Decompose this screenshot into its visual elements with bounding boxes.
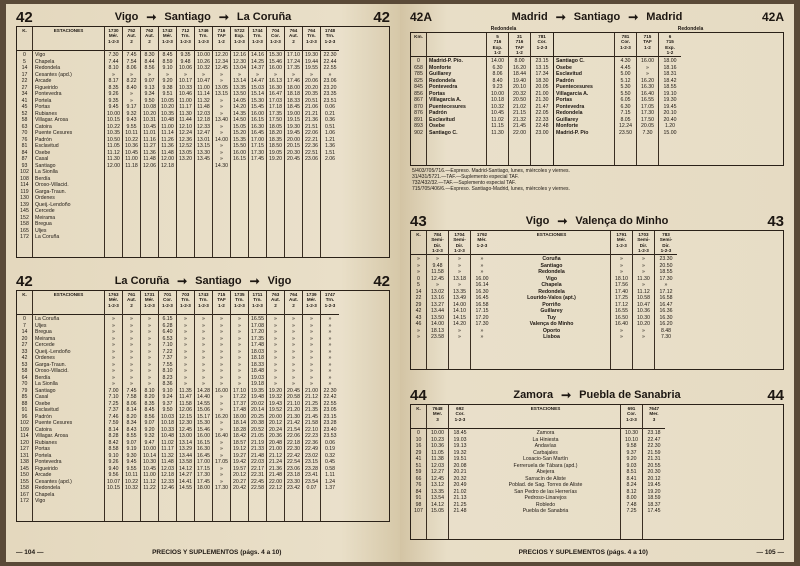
train-column [427, 405, 449, 539]
train-column [303, 291, 321, 521]
train-times: 7.45 7.54 8.06 » 8.22 8.40 » » 9.17 9.32 9.43 9.55 10.11 10.22 10.36 10.45 11.00 11.18 [125, 52, 138, 169]
trains-right [621, 405, 665, 539]
train-times: 17.10 17.24 17.35 » 17.46 18.00 18.18 18.33 18.45 19.00 19.15 19.30 19.45 20.00 20.15 20.30 20.45 [287, 52, 300, 162]
section-43-vigo-valenca [410, 212, 784, 370]
train-times: » » » » » » » » » » » 11.35 11.47 11.58 12.06 12.15 12.30 12.45 13.00 13.14 13.29 13.44 13.58 14.12 14.27 14.41 14.55 [179, 316, 192, 491]
train-times: 12.20 12.34 12.45 » » 13.05 13.15 » » » 13.40 » » 14.00 » » » 14.30 [215, 52, 228, 169]
km-column [411, 405, 427, 539]
section-42-vigo-coruna [16, 8, 390, 258]
train-times: 10.30 10.10 9.58 9.37 9.20 9.03 8.51 8.41 8.24 8.12 8.00 7.48 7.25 [625, 430, 638, 514]
train-column [267, 291, 285, 521]
section-number: 44 [767, 386, 784, 404]
stations-column [33, 291, 105, 521]
arrow-right-icon: ➞ [249, 274, 260, 288]
section-number: 42 [373, 272, 390, 290]
section-number: 42 [373, 8, 390, 26]
train-header: 764 Aut. 2 [285, 27, 302, 51]
km-column [411, 33, 427, 165]
train-times: 23.18 22.47 22.30 21.59 21.31 20.55 20.30 20.12 19.45 19.20 18.59 18.37 17.45 [647, 430, 661, 514]
train-column [531, 33, 553, 165]
page-number: — 105 — [756, 549, 784, 556]
section-number: 42 [16, 8, 33, 26]
section-number: 43 [410, 212, 427, 230]
train-times: » » » » » » » » » » » 7.45 7.58 8.06 8.14 8.20 8.34 8.43 8.55 9.07 9.19 9.30 9.45 9.55 10.11 10.22 10.32 [125, 316, 138, 491]
section-header [16, 272, 390, 290]
train-column [285, 291, 303, 521]
trains-left [487, 33, 553, 165]
stations-column-left [427, 33, 487, 165]
train-column [621, 405, 643, 539]
page-footer [410, 549, 784, 556]
route-from: Zamora [513, 389, 554, 401]
km-header: K. [17, 291, 32, 315]
km-values: 0 658 785 825 845 856 867 870 876 891 893 902 [414, 58, 423, 136]
train-column [449, 231, 471, 369]
station-names-left: Madrid-P. Pío. Monforte Guillarey Redondela Pontevedra Portas Villagarcía A. Puentecesures Padrón Esclavitud Osebe Santiago C. [429, 58, 466, 136]
train-header: 716 TAF 1-2 [213, 27, 230, 51]
section-number: 42A [410, 10, 433, 24]
train-times: 14.00 6.30 8.06 8.40 9.23 10.00 10.18 10.32 10.45 11.02 11.15 11.30 [491, 58, 504, 136]
train-header: 764 Trn. 1-2-3 [303, 27, 320, 51]
route-via: Santiago [195, 275, 242, 287]
timetable-42A [410, 32, 784, 166]
train-header: 752 Aut. 2 [123, 27, 140, 51]
stations-column [471, 405, 621, 539]
footnotes-42A [410, 166, 784, 194]
section-header [16, 8, 390, 26]
train-header: 1703 Semi- Dir. 1-2-3 [633, 231, 654, 255]
train-times: 10.00 10.23 10.36 11.05 11.38 12.03 12.27 12.45 13.12 13.35 13.54 14.12 15.05 [431, 430, 444, 514]
train-header: 1704 Semi- Dir. 1-2-3 [449, 231, 470, 255]
train-header: 784 Semi- Dir. 1-2-3 [427, 231, 448, 255]
section-44-zamora-puebla [410, 386, 784, 540]
section-number: 44 [410, 386, 427, 404]
train-times: 4.30 4.45 5.00 5.12 5.30 5.50 6.05 6.30 7.15 8.05 12.24 23.50 [619, 58, 632, 136]
timetable-44 [410, 404, 784, 540]
train-times: 12.16 12.30 13.04 » 13.14 13.35 13.50 14.05 14.20 14.35 14.50 15.05 15.20 15.35 15.50 16.00 16.15 [233, 52, 246, 162]
train-header: 761 Aut. 2 [123, 291, 140, 315]
route-from: Madrid [511, 11, 548, 23]
train-column [487, 33, 509, 165]
train-times: » » » » » » » » » » » 17.10 17.22 17.37 17.48 18.00 18.14 18.28 18.42 18.57 19.12 19.27 19.42 19.57 20.12 20.27 20.42 [233, 316, 246, 491]
train-header: 763 Aut. 2 [267, 291, 284, 315]
footnotes-text: 5/403/705/716.—Expreso. Madrid-Santiago, lunes, miércoles y viernes. 31/431/5721.—TAF.—Suplemento especial TAF. 732/432/32.—TAF.—Suplemento especial TAF. 715/705/406/6.—Expreso. Santiago-Madrid, lunes, miércoles y viernes. [412, 168, 570, 192]
km-header: K. [411, 405, 426, 429]
train-column [195, 27, 213, 257]
arrow-right-icon: ➞ [561, 388, 572, 402]
route-to: Puebla de Sanabria [579, 389, 681, 401]
train-column [141, 291, 159, 521]
stations-header: ESTACIONES [33, 291, 104, 315]
train-header: 1746 Trn. 1-2-3 [195, 27, 212, 51]
route-from: Vigo [525, 215, 550, 227]
route-via: Santiago [164, 11, 211, 23]
station-names: Coruña Santiago Redondela Vigo Chapela Redondela Lourido-Valos (apt.) Porriño Guillarey Tuy Valença do Minho Oporto Lisboa [527, 256, 576, 340]
train-times: 18.45 19.03 19.13 19.32 19.51 20.08 20.21 20.32 20.49 21.02 21.13 21.25 21.48 [453, 430, 467, 514]
trains-right [615, 33, 681, 165]
train-header: 1747 Trn. 1-2-3 [321, 291, 339, 315]
train-times: » » » » » » » » » » » 16.00 » » » 16.20 » » 16.40 » » » 17.05 » » » 17.30 [215, 316, 228, 491]
train-times: 16.55 17.08 17.20 17.35 17.48 18.03 18.18 18.33 18.48 19.03 19.18 19.35 19.48 20.02 20.14 20.25 20.38 20.52 21.05 21.19 21.33 21.48 22.03 22.17 22.31 22.45 22.58 [251, 316, 264, 491]
train-header: 1744 Trn. 1-2-3 [249, 27, 266, 51]
arrow-right-icon: ➞ [557, 214, 568, 228]
station-names: Zamora La Hiniesta Andavías Carbajales Losacio-San Martín Ferreruela de Tábara (apd.) Abejera Sarracín de Aliste Poblad. de Sag. Torres de Aliste San Pedro de las Herrerías Pedroso-Linarejos Robledo Puebla de Sanabria [508, 430, 583, 514]
train-column [303, 27, 321, 257]
stations-column-right [553, 33, 615, 165]
stations-column [493, 231, 611, 369]
train-header: 1711 Trn. 1-2-3 [249, 291, 266, 315]
train-header: 703 Trn. 1-2-3 [177, 291, 194, 315]
train-times: » » » » » » » » » » » 7.00 7.10 7.25 7.37 7.46 7.59 8.14 8.28 8.42 8.58 9.10 9.26 9.40 9.56 10.07 10.15 [107, 316, 120, 491]
km-header: Km. [411, 33, 426, 57]
footer-note: PRECIOS Y SUPLEMENTOS (págs. 4 a 10) [518, 549, 648, 556]
train-column [321, 291, 339, 521]
train-column [267, 27, 285, 257]
km-values: 0 7 14 20 27 33 42 53 58 64 70 79 85 88 91 96 102 109 114 120 127 131 138 145 150 155 158 167 172 [20, 316, 29, 504]
train-header: 715 TAF 1-2 [637, 33, 658, 57]
train-column [213, 291, 231, 521]
train-times: » » » » » » » » » » » 20.45 20.58 21.10 21.20 21.30 21.42 21.54 22.06 22.18 22.30 22.42 22.54 23.06 23.18 23.30 23.42 [287, 316, 300, 491]
section-header [410, 386, 784, 404]
route-title [427, 214, 768, 228]
train-times: 14.16 14.25 14.37 » 14.47 15.03 15.14 15.30 15.45 16.00 16.15 16.30 16.45 17.00 17.15 17.30 17.45 [251, 52, 264, 162]
train-times: 15.30 15.46 16.00 » 16.13 16.30 16.47 17.03 17.18 17.35 17.50 18.05 18.20 18.35 18.50 19.05 19.20 [269, 52, 282, 162]
sub-left: Redondela [490, 26, 517, 32]
train-column [321, 27, 339, 257]
route-to: Madrid [646, 11, 683, 23]
train-column [449, 405, 471, 539]
train-times: 23.30 20.50 18.55 17.30 » 17.12 16.58 16.47 16.36 16.30 16.20 8.48 7.30 [659, 256, 673, 340]
train-column [659, 33, 681, 165]
train-times: » » » » » » » » » » » 19.20 19.32 19.43 19.52 20.00 20.12 20.24 20.36 20.48 21.00 21.12 21.24 21.36 21.48 22.00 22.12 [269, 316, 282, 491]
route-title [432, 10, 762, 24]
stations-header: ESTACIONES [471, 405, 620, 429]
route-to: Vigo [267, 275, 292, 287]
train-column [159, 27, 177, 257]
train-times: 7.30 7.44 8.10 » 8.17 8.35 9.26 9.35 9.45 10.00 10.15 10.22 10.35 10.50 11.05 11.12 11.30 12.00 [107, 52, 120, 169]
train-times: » » » 18.10 17.56 17.40 17.25 17.12 16.55 16.50 16.40 » » [615, 256, 628, 340]
train-column [123, 291, 141, 521]
train-header: 5722 Exp. 1-2-3 [231, 27, 248, 51]
route-to: La Coruña [236, 11, 292, 23]
train-header: 781 Cor. 1-2-3 [615, 33, 636, 57]
train-times: 8.45 8.59 9.10 » 9.20 9.38 9.51 10.05 10.20 10.35 10.48 11.00 11.14 11.26 11.36 11.48 12.00 12.18 [161, 52, 174, 169]
train-header: 1748 Trn. 1-2-3 [321, 27, 339, 51]
train-header: 715 TAF 1-2 [213, 291, 230, 315]
arrow-right-icon: ➞ [177, 274, 188, 288]
train-column [195, 291, 213, 521]
train-header: 762 Aut. 2 [141, 27, 158, 51]
train-times: 8.30 8.44 8.56 » 9.07 9.13 9.34 9.50 10.08 10.20 10.31 10.45 11.01 11.16 11.27 11.36 11.48 12.06 [143, 52, 156, 169]
route-from: Vigo [114, 11, 139, 23]
km-values: » » » 0 5 14 22 29 42 43 46 » » [415, 256, 422, 340]
trains-right [611, 231, 677, 369]
route-title [33, 10, 374, 24]
train-column [643, 405, 665, 539]
train-column [249, 291, 267, 521]
train-column [427, 231, 449, 369]
train-column [637, 33, 659, 165]
station-names-right: Santiago C. Osebe Esclavitud Padrón Puentecesures Villagarcía A. Portas Pontevedra Redondela Guillarey Monforte Madrid-P. Pío [556, 58, 593, 136]
train-column [141, 27, 159, 257]
train-times: » » » 16.00 16.14 16.30 16.45 16.58 17.15 17.20 17.30 » » [475, 256, 489, 340]
section-number: 42 [16, 272, 33, 290]
train-header: 31 716 TAF 1-2 [509, 33, 530, 57]
train-times: » » » » » » » » » » » 14.28 14.40 14.55 15.06 15.17 15.30 15.46 16.00 16.15 16.30 16.45 17.00 17.15 17.30 17.45 18.00 [197, 316, 210, 491]
train-column [655, 231, 677, 369]
timetable-42b [16, 290, 390, 522]
train-times: 10.00 10.26 10.32 » 10.47 11.00 11.14 11.32 11.48 12.03 12.18 12.33 12.47 13.01 13.15 13.30 13.45 [197, 52, 210, 162]
train-header: 7648 Mer. 3 [427, 405, 448, 429]
train-header: 691 Cor. 1-2-3 [621, 405, 642, 429]
train-header: 1739 Mér. 1-2-3 [303, 291, 320, 315]
train-header: 5 716 Exp. 1-2 [487, 33, 508, 57]
stations-header: ESTACIONES [493, 231, 610, 255]
train-times: 9.35 9.48 10.06 » 10.17 10.33 10.46 11.00 11.17 11.30 11.44 12.10 12.24 12.36 12.52 13.05 13.20 [179, 52, 192, 162]
page-footer [16, 549, 390, 556]
train-header: 701 Cor. 1-2-3 [159, 291, 176, 315]
train-times: 23.15 13.15 17.34 18.30 20.05 21.00 21.30 21.47 22.05 22.33 22.48 23.00 [535, 58, 549, 136]
km-column [17, 27, 33, 257]
km-values: 0 5 14 17 22 27 34 41 45 52 58 63 70 76 81 84 87 93 102 108 114 119 130 139 145 152 158 165 172 [20, 52, 29, 240]
train-column [231, 27, 249, 257]
page-number: — 104 — [16, 549, 44, 556]
sub-right: Redondela [677, 26, 704, 32]
train-header: 1731 Mér. 1-2-3 [141, 291, 158, 315]
train-header: 764 Aut. 2 [285, 291, 302, 315]
train-times: 8.00 16.20 18.44 19.40 20.10 20.32 20.50 21.02 21.15 21.32 21.45 22.00 [513, 58, 526, 136]
train-header: 6 715 Exp. 1-2 [659, 33, 681, 57]
train-header: 1742 Mér. 1-2-3 [159, 27, 176, 51]
trains-left [427, 231, 493, 369]
train-times: 6.15 6.28 6.40 6.53 7.10 7.22 7.37 7.55 8.10 8.23 8.36 9.10 9.24 9.37 9.50 10.03 10.18 10.33 10.48 11.02 11.17 11.32 11.48 12.03 12.18 12.33 12.46 [161, 316, 174, 491]
section-42-coruna-vigo [16, 272, 390, 522]
route-title [33, 274, 374, 288]
train-header: 1743 Trn. 1-2-3 [195, 291, 212, 315]
train-header: 783 Semi- Dir. 1-2-3 [655, 231, 677, 255]
open-timetable-book [6, 4, 794, 562]
train-times: 16.00 » » 16.20 16.30 16.40 16.55 17.05 17.30 17.50 20.05 7.30 [641, 58, 654, 136]
train-times: » » » » » » » » » » » 21.00 21.12 21.25 21.35 21.45 21.58 22.10 22.23 22.36 22.49 23.02 23.15 23.28 23.41 23.54 0.07 [305, 316, 318, 491]
train-times: » 9.48 11.58 12.45 » 13.02 13.16 13.27 13.44 13.50 14.00 18.13 23.58 [431, 256, 444, 340]
km-column [17, 291, 33, 521]
train-column [615, 33, 637, 165]
right-page [400, 4, 794, 562]
train-column [611, 231, 633, 369]
timetable-42a [16, 26, 390, 258]
train-header: 781 Cor. 1-2-3 [531, 33, 553, 57]
route-title [427, 388, 768, 402]
timetable-43 [410, 230, 784, 370]
train-header: 7647 Mer. 3 [643, 405, 665, 429]
arrow-right-icon: ➞ [555, 10, 566, 24]
train-times: 18.00 18.16 18.31 18.42 18.55 19.10 19.30 19.45 20.10 20.40 1.20 15.00 [663, 58, 677, 136]
train-column [105, 27, 123, 257]
train-column [177, 27, 195, 257]
footer-note: PRECIOS Y SUPLEMENTOS (págs. 4 a 10) [152, 549, 282, 556]
train-times: 19.30 19.44 19.55 » 20.06 20.20 20.35 20.51 21.06 21.21 21.36 21.51 22.06 22.21 22.36 22.51 23.06 [305, 52, 318, 162]
km-values: 0 10 16 29 41 51 59 66 76 84 91 98 107 [414, 430, 423, 514]
train-times: » » » » » » » » » » » 8.10 8.20 8.35 8.45 8.56 9.07 9.20 9.32 9.47 10.00 10.14 10.30 10.45 11.00 11.12 11.22 [143, 316, 156, 491]
section-number: 43 [767, 212, 784, 230]
arrow-right-icon: ➞ [146, 10, 157, 24]
arrow-right-icon: ➞ [628, 10, 639, 24]
km-column [411, 231, 427, 369]
section-header [410, 212, 784, 230]
route-to: Valença do Minho [575, 215, 669, 227]
train-times: » » » 11.30 » 11.12 10.58 10.47 10.36 10.30 10.20 » » [637, 256, 650, 340]
km-header: K. [411, 231, 426, 255]
km-header: K. [17, 27, 32, 51]
stations-header: ESTACIONES [33, 27, 104, 51]
train-column [633, 231, 655, 369]
train-column [105, 291, 123, 521]
trains-left [427, 405, 471, 539]
train-times: » » » » » » » » » » » 22.30 22.42 22.55 23.05 23.15 23.28 23.40 23.53 0.06 0.19 0.32 0.45 0.58 1.11 1.24 1.37 [323, 316, 337, 491]
train-column [249, 27, 267, 257]
section-42A-madrid-santiago [410, 8, 784, 194]
train-header: 1791 Mér. 1-2-3 [611, 231, 632, 255]
route-from: La Coruña [114, 275, 170, 287]
train-header: 704 Cor. 1-2-3 [267, 27, 284, 51]
train-times: » » » 13.18 » 13.35 13.49 14.00 14.10 14.15 14.20 » » [453, 256, 466, 340]
section-number: 42A [761, 10, 784, 24]
train-column [509, 33, 531, 165]
train-header: 1730 Mér. 1-2-3 [105, 27, 122, 51]
train-header: 1792 Mér. 1-2-3 [471, 231, 493, 255]
train-column [177, 291, 195, 521]
left-page [6, 4, 400, 562]
train-header: 1763 Mér. 1-2-3 [105, 291, 122, 315]
train-header: 1735 Trn. 1-2-3 [231, 291, 248, 315]
train-times: 22.30 22.44 22.55 » 23.06 23.20 23.35 23.51 0.06 0.21 0.36 0.51 1.06 1.21 1.36 1.51 2.06 [323, 52, 337, 162]
train-column [213, 27, 231, 257]
train-column [285, 27, 303, 257]
route-via: Santiago [573, 11, 621, 23]
station-names: Vigo Chapela Redondela Cesantes (apd.) Arcade Figueirido Pontevedra Portela Portas Rubianes Villagar. Arosa Catoira Puente Cesures Padrón Esclavitud Osebe Casal Santiago La Sionlla Berdía Oroso-Villacid. Garga-Traun. Ordenes Queij.-Lendoño Cercede Meirama Bregua Uljes La Coruña [35, 52, 73, 240]
section-header [410, 8, 784, 26]
train-column [159, 291, 177, 521]
stations-column [33, 27, 105, 257]
station-names: La Coruña Uljes Bregua Meirama Cercede Queij.-Lendoño Ordenes Garga-Traun. Oroso-Villacid. Berdía La Sionlla Santiago Casal Osebe Esclavitud Padrón Puente Cesures Catoira Villagar. Arosa Rubianes Portas Portela Pontevedra Figueirido Arcade Cesantes (apd.) Redondela Chapela Vigo [35, 316, 73, 504]
train-column [471, 231, 493, 369]
train-column [123, 27, 141, 257]
train-column [231, 291, 249, 521]
train-header: 712 Trn. 1-2-3 [177, 27, 194, 51]
train-header: 692 Cor. 1-2-3 [449, 405, 471, 429]
arrow-right-icon: ➞ [218, 10, 229, 24]
